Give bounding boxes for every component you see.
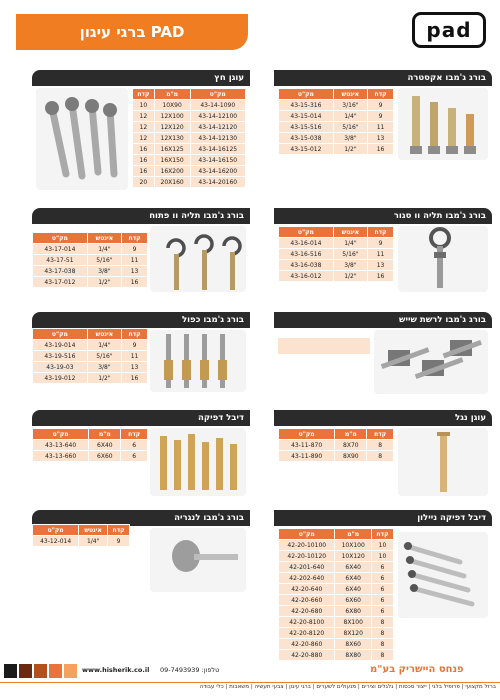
table-cell: 8X90: [335, 451, 367, 462]
column-header: קדח: [367, 429, 394, 440]
table-cell: 42-201-640: [279, 562, 335, 573]
table-header-row: [279, 227, 394, 238]
table-cell: 1/2": [333, 144, 367, 155]
column-header: מק"ט: [279, 227, 334, 238]
table-cell: 1/4": [87, 244, 121, 255]
expansion-bolt-photo: [398, 88, 488, 160]
table-cell: 43-14-20160: [190, 177, 245, 188]
table-row: [279, 451, 394, 462]
table-row: [279, 440, 394, 451]
table-row: [33, 340, 148, 351]
table-cell: 43-14-16150: [190, 155, 245, 166]
garage-bolt-photo: [150, 528, 246, 592]
table-cell: 16: [122, 373, 148, 384]
column-header: מק"ט: [190, 89, 245, 100]
table-row: [133, 122, 246, 133]
table-row: [279, 144, 394, 155]
table-cell: 6X60: [89, 451, 121, 462]
table-cell: 43-16-012: [279, 271, 334, 282]
table-row: [33, 373, 148, 384]
table-cell: 3/8": [87, 266, 121, 277]
table-cell: 11: [122, 255, 148, 266]
table-cell: 43-15-516: [279, 122, 334, 133]
table-row: [279, 606, 394, 617]
table-row: [33, 277, 148, 288]
page-title: ברגי עיגון PAD: [79, 23, 185, 41]
table-cell: 6: [371, 606, 393, 617]
table-row: [279, 650, 394, 661]
table-cell: 1/2": [87, 373, 121, 384]
table-row: [133, 155, 246, 166]
table-cell: 43-17-012: [33, 277, 88, 288]
spec-table-carpenter-anchor: [278, 428, 394, 462]
footer-company-name: פנחס היישריק בע"מ: [370, 664, 464, 675]
table-row: [279, 122, 394, 133]
table-cell: 9: [108, 536, 130, 547]
spec-table-garage-bolt: [32, 524, 130, 547]
table-header-row: [33, 525, 130, 536]
table-cell: 13: [122, 266, 148, 277]
table-cell: 9: [368, 100, 394, 111]
column-header: מק"ט: [33, 233, 88, 244]
table-row: [279, 260, 394, 271]
table-cell: 16: [368, 271, 394, 282]
carpenter-anchor-photo: [398, 428, 488, 496]
column-header: אינטש: [87, 233, 121, 244]
table-cell: 16: [133, 155, 155, 166]
table-cell: 42-202-640: [279, 573, 335, 584]
table-header-row: [133, 89, 246, 100]
table-row: [279, 617, 394, 628]
table-row: [279, 551, 394, 562]
column-header: קדח: [133, 89, 155, 100]
table-cell: 5/16": [333, 122, 367, 133]
table-row: [279, 584, 394, 595]
column-header: קדח: [368, 89, 394, 100]
heavy-anchor-photo: [36, 88, 128, 190]
table-cell: 43-17-014: [33, 244, 88, 255]
column-header: אינטש: [87, 329, 121, 340]
spec-table-hammer-plug: [32, 428, 148, 462]
column-header: אינטש: [333, 89, 367, 100]
table-cell: 43-13-640: [33, 440, 89, 451]
column-header: מק"ט: [279, 529, 335, 540]
table-header-row: [33, 429, 148, 440]
table-cell: 6X40: [335, 562, 371, 573]
table-cell: 9: [122, 244, 148, 255]
table-row: [279, 133, 394, 144]
table-row: [133, 177, 246, 188]
footer-block: [49, 664, 62, 678]
table-row: [33, 255, 148, 266]
column-header: אינטש: [333, 227, 367, 238]
table-row: [33, 536, 130, 547]
column-header: מק"ט: [279, 429, 335, 440]
table-cell: 8X70: [335, 440, 367, 451]
table-row: [279, 540, 394, 551]
double-bolt-photo: [150, 330, 246, 392]
table-row: [33, 440, 148, 451]
table-cell: 3/16": [333, 100, 367, 111]
table-cell: 13: [368, 133, 394, 144]
section-title: בורג ג'מבו לנגריה: [32, 510, 250, 526]
table-cell: 11: [368, 122, 394, 133]
table-cell: 43-19-516: [33, 351, 88, 362]
table-cell: 43-16-014: [279, 238, 334, 249]
table-cell: 12: [133, 111, 155, 122]
table-cell: 43-17-038: [33, 266, 88, 277]
spec-table-nylon-plug: [278, 528, 394, 661]
table-cell: 42-20-660: [279, 595, 335, 606]
section-title: בורג ג'מבו תליה וו פתוח: [32, 208, 250, 224]
table-cell: 6: [371, 584, 393, 595]
table-cell: 20: [133, 177, 155, 188]
eye-bolt-photo: [398, 226, 488, 292]
column-header: קדח: [122, 329, 148, 340]
table-header-row: [279, 529, 394, 540]
table-cell: 8X80: [335, 650, 371, 661]
table-cell: 1/4": [79, 536, 108, 547]
footer-categories: ברזל מקצועי | פרופיל בלגי | ייצור סכסות | גלגלים וצירים | מנעולים לשערים | ברגי עיגון | צבעי תעשיה | משאבות | כלי עבודה: [199, 684, 496, 690]
table-cell: 42-20-8100: [279, 617, 335, 628]
table-cell: 43-19-014: [33, 340, 88, 351]
table-cell: 42-20-640: [279, 584, 335, 595]
table-cell: 20X160: [154, 177, 190, 188]
spec-table-hook-bolt: [32, 232, 148, 288]
table-cell: 1/4": [333, 111, 367, 122]
column-header: קדח: [108, 525, 130, 536]
table-cell: 43-11-890: [279, 451, 335, 462]
table-cell: 6X40: [335, 573, 371, 584]
table-cell: 6: [121, 440, 148, 451]
table-cell: 43-15-012: [279, 144, 334, 155]
footer-block: [19, 664, 32, 678]
section-title: בורג ג'מבו תליה וו סגור: [274, 208, 492, 224]
table-row: [279, 238, 394, 249]
brand-logo: pad: [412, 12, 486, 48]
table-row: [279, 573, 394, 584]
column-header: מק"ט: [33, 525, 79, 536]
table-cell: 6: [371, 562, 393, 573]
column-header: מק"ט: [33, 429, 89, 440]
table-cell: 43-19-012: [33, 373, 88, 384]
table-row: [133, 111, 246, 122]
table-cell: 43-15-014: [279, 111, 334, 122]
section-title: בורג ג'מבו לרשת שייש: [274, 312, 492, 328]
table-cell: 6: [371, 573, 393, 584]
table-cell: 3/8": [333, 260, 367, 271]
table-cell: 42-20-860: [279, 639, 335, 650]
table-row: [33, 351, 148, 362]
table-cell: 10X120: [335, 551, 371, 562]
footer-block: [64, 664, 77, 678]
column-header: מ"מ: [154, 89, 190, 100]
column-header: קדח: [122, 233, 148, 244]
table-row: [279, 562, 394, 573]
table-row: [33, 244, 148, 255]
table-cell: 6X60: [335, 595, 371, 606]
table-row: [279, 271, 394, 282]
table-cell: 42-20-10120: [279, 551, 335, 562]
table-cell: 1/2": [333, 271, 367, 282]
empty-spec-box: [278, 338, 370, 354]
section-title: עוגן חץ: [32, 70, 250, 86]
table-cell: 8X60: [335, 639, 371, 650]
column-header: קדח: [121, 429, 148, 440]
table-cell: 43-14-16200: [190, 166, 245, 177]
hammer-plug-photo: [150, 428, 246, 496]
table-row: [279, 249, 394, 260]
table-cell: 43-11-870: [279, 440, 335, 451]
table-cell: 13: [122, 362, 148, 373]
table-row: [33, 362, 148, 373]
table-cell: 6: [371, 595, 393, 606]
table-row: [279, 111, 394, 122]
table-header-row: [33, 233, 148, 244]
table-cell: 10: [371, 551, 393, 562]
table-cell: 10X90: [154, 100, 190, 111]
table-row: [33, 451, 148, 462]
table-cell: 16: [122, 277, 148, 288]
column-header: קדח: [368, 227, 394, 238]
table-cell: 43-14-12130: [190, 133, 245, 144]
table-cell: 1/2": [87, 277, 121, 288]
table-cell: 16X150: [154, 155, 190, 166]
table-cell: 13: [368, 260, 394, 271]
table-cell: 42-20-880: [279, 650, 335, 661]
table-cell: 11: [122, 351, 148, 362]
table-cell: 42-20-680: [279, 606, 335, 617]
table-cell: 9: [122, 340, 148, 351]
table-cell: 43-14-16125: [190, 144, 245, 155]
table-cell: 5/16": [333, 249, 367, 260]
table-cell: 8: [371, 650, 393, 661]
table-cell: 10X100: [335, 540, 371, 551]
section-title: בורג ג'מבו כפול: [32, 312, 250, 328]
table-cell: 8X100: [335, 617, 371, 628]
table-cell: 43-12-014: [33, 536, 79, 547]
table-cell: 42-20-10100: [279, 540, 335, 551]
section-title: עוגן נגל: [274, 410, 492, 426]
table-cell: 42-20-8120: [279, 628, 335, 639]
table-cell: 12X130: [154, 133, 190, 144]
column-header: מ"מ: [335, 429, 367, 440]
footer-block: [4, 664, 17, 678]
column-header: מ"מ: [89, 429, 121, 440]
table-cell: 16: [368, 144, 394, 155]
footer-divider: [0, 682, 500, 683]
table-cell: 3/8": [87, 362, 121, 373]
table-cell: 6X80: [335, 606, 371, 617]
table-cell: 12: [133, 133, 155, 144]
table-cell: 5/16": [87, 351, 121, 362]
table-cell: 1/4": [87, 340, 121, 351]
table-cell: 16: [133, 166, 155, 177]
table-cell: 8: [371, 617, 393, 628]
table-cell: 8: [371, 639, 393, 650]
table-cell: 43-14-12120: [190, 122, 245, 133]
spec-table-heavy-anchor: [132, 88, 246, 188]
footer-block: [34, 664, 47, 678]
mesh-bolt-photo: [374, 330, 488, 394]
table-cell: 1/4": [333, 238, 367, 249]
column-header: אינטש: [79, 525, 108, 536]
table-row: [133, 100, 246, 111]
table-row: [133, 133, 246, 144]
table-cell: 16X125: [154, 144, 190, 155]
table-cell: 11: [368, 249, 394, 260]
table-cell: 43-13-660: [33, 451, 89, 462]
table-cell: 43-14-1090: [190, 100, 245, 111]
table-cell: 12: [133, 122, 155, 133]
table-cell: 43-15-316: [279, 100, 334, 111]
table-cell: 43-19-03: [33, 362, 88, 373]
table-cell: 3/8": [333, 133, 367, 144]
table-cell: 43-15-038: [279, 133, 334, 144]
table-cell: 8X120: [335, 628, 371, 639]
table-cell: 5/16": [87, 255, 121, 266]
column-header: מק"ט: [279, 89, 334, 100]
table-row: [279, 595, 394, 606]
table-row: [33, 266, 148, 277]
section-title: בורג ג'מבו אקסטרה: [274, 70, 492, 86]
table-header-row: [279, 89, 394, 100]
column-header: קדח: [371, 529, 393, 540]
table-cell: 12X100: [154, 111, 190, 122]
table-cell: 12X120: [154, 122, 190, 133]
table-cell: 10: [133, 100, 155, 111]
table-cell: 8: [371, 628, 393, 639]
table-cell: 6X40: [89, 440, 121, 451]
table-row: [133, 166, 246, 177]
nylon-plug-photo: [398, 532, 488, 618]
table-cell: 9: [368, 111, 394, 122]
section-title: דיבל דפיקה: [32, 410, 250, 426]
spec-table-double-bolt: [32, 328, 148, 384]
table-header-row: [279, 429, 394, 440]
section-title: דיבל דפיקה ניילון: [274, 510, 492, 526]
table-cell: 9: [368, 238, 394, 249]
table-cell: 43-17-51: [33, 255, 88, 266]
footer-phone: טלפון: 09-7493939: [160, 666, 220, 674]
footer-color-blocks: [4, 664, 77, 678]
table-row: [133, 144, 246, 155]
table-row: [279, 639, 394, 650]
column-header: מק"ט: [33, 329, 88, 340]
table-cell: 43-16-038: [279, 260, 334, 271]
table-cell: 43-16-516: [279, 249, 334, 260]
table-cell: 16: [133, 144, 155, 155]
table-cell: 6: [121, 451, 148, 462]
table-cell: 8: [367, 440, 394, 451]
spec-table-expansion-bolt: [278, 88, 394, 155]
footer-website-link[interactable]: www.hisherik.co.il: [82, 666, 150, 674]
column-header: מ"מ: [335, 529, 371, 540]
spec-table-eye-bolt: [278, 226, 394, 282]
table-cell: 43-14-12100: [190, 111, 245, 122]
table-cell: 16X200: [154, 166, 190, 177]
table-cell: 8: [367, 451, 394, 462]
table-cell: 6X40: [335, 584, 371, 595]
hook-bolt-photo: [150, 226, 246, 292]
page-header: [16, 14, 248, 50]
table-header-row: [33, 329, 148, 340]
table-row: [279, 100, 394, 111]
table-row: [279, 628, 394, 639]
table-cell: 10: [371, 540, 393, 551]
